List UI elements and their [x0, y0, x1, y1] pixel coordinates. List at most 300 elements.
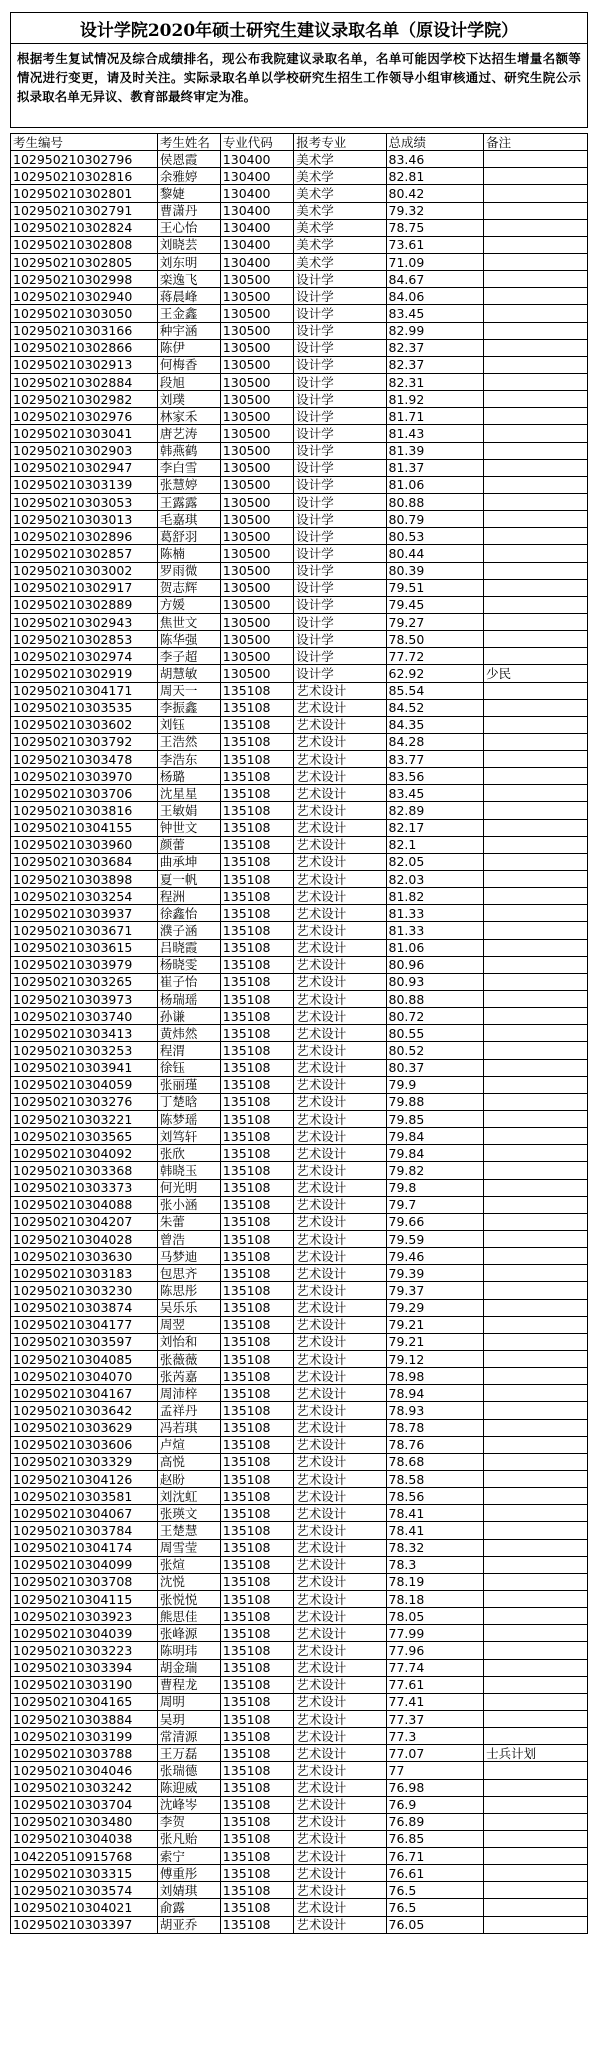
cell-candidate-name: 李贺	[157, 1813, 220, 1830]
cell-total-score: 78.32	[386, 1539, 484, 1556]
cell-major-code: 135108	[220, 1093, 293, 1110]
cell-candidate-name: 崔子怡	[157, 973, 220, 990]
cell-candidate-name: 杨瑞瑶	[157, 991, 220, 1008]
cell-candidate-id: 102950210302947	[11, 459, 158, 476]
cell-candidate-id: 102950210303970	[11, 768, 158, 785]
cell-major: 艺术设计	[294, 1196, 386, 1213]
cell-candidate-id: 102950210303478	[11, 751, 158, 768]
cell-major-code: 130400	[220, 219, 293, 236]
cell-total-score: 76.71	[386, 1848, 484, 1865]
cell-remarks	[484, 1008, 588, 1025]
cell-remarks	[484, 1025, 588, 1042]
cell-candidate-id: 102950210303816	[11, 802, 158, 819]
cell-total-score: 81.33	[386, 922, 484, 939]
cell-candidate-name: 沈星星	[157, 785, 220, 802]
cell-total-score: 77.41	[386, 1693, 484, 1710]
cell-major-code: 130400	[220, 185, 293, 202]
cell-candidate-name: 朱蕾	[157, 1213, 220, 1230]
cell-total-score: 83.77	[386, 751, 484, 768]
table-body	[11, 151, 588, 1934]
cell-major: 美术学	[294, 253, 386, 270]
cell-total-score: 83.56	[386, 768, 484, 785]
cell-major-code: 135108	[220, 1231, 293, 1248]
cell-candidate-name: 张悦悦	[157, 1590, 220, 1607]
cell-major-code: 135108	[220, 1830, 293, 1847]
cell-candidate-id: 102950210303480	[11, 1813, 158, 1830]
cell-major-code: 135108	[220, 1008, 293, 1025]
cell-candidate-id: 102950210303979	[11, 956, 158, 973]
cell-total-score: 76.98	[386, 1779, 484, 1796]
cell-total-score: 80.79	[386, 511, 484, 528]
table-row	[11, 1625, 588, 1642]
cell-candidate-name: 周明	[157, 1693, 220, 1710]
table-row	[11, 939, 588, 956]
cell-candidate-id: 102950210303199	[11, 1728, 158, 1745]
cell-remarks	[484, 1779, 588, 1796]
cell-remarks	[484, 785, 588, 802]
cell-major: 艺术设计	[294, 1899, 386, 1916]
cell-major-code: 135108	[220, 973, 293, 990]
cell-candidate-id: 102950210303941	[11, 1059, 158, 1076]
table-row	[11, 1025, 588, 1042]
cell-candidate-id: 102950210303597	[11, 1333, 158, 1350]
cell-major: 艺术设计	[294, 1282, 386, 1299]
cell-major: 艺术设计	[294, 1042, 386, 1059]
table-header-row	[11, 134, 588, 151]
cell-candidate-name: 王浩然	[157, 733, 220, 750]
table-row	[11, 1693, 588, 1710]
cell-remarks	[484, 648, 588, 665]
cell-candidate-name: 濮子涵	[157, 922, 220, 939]
cell-total-score: 80.42	[386, 185, 484, 202]
cell-major-code: 135108	[220, 1813, 293, 1830]
cell-candidate-name: 钟世文	[157, 819, 220, 836]
cell-total-score: 81.92	[386, 391, 484, 408]
cell-major: 艺术设计	[294, 1299, 386, 1316]
cell-total-score: 76.61	[386, 1865, 484, 1882]
cell-total-score: 79.7	[386, 1196, 484, 1213]
cell-major: 艺术设计	[294, 1231, 386, 1248]
cell-major-code: 135108	[220, 1385, 293, 1402]
cell-candidate-name: 刘晓芸	[157, 236, 220, 253]
cell-major-code: 135108	[220, 819, 293, 836]
cell-major-code: 135108	[220, 922, 293, 939]
cell-total-score: 79.21	[386, 1333, 484, 1350]
cell-candidate-id: 102950210304174	[11, 1539, 158, 1556]
cell-candidate-id: 102950210304038	[11, 1830, 158, 1847]
cell-candidate-id: 102950210303973	[11, 991, 158, 1008]
cell-candidate-id: 102950210302866	[11, 339, 158, 356]
cell-major-code: 135108	[220, 956, 293, 973]
table-row	[11, 1453, 588, 1470]
cell-candidate-id: 102950210302976	[11, 408, 158, 425]
cell-total-score: 82.1	[386, 836, 484, 853]
table-row	[11, 1848, 588, 1865]
cell-candidate-id: 102950210303413	[11, 1025, 158, 1042]
table-row	[11, 1608, 588, 1625]
cell-candidate-id: 102950210303053	[11, 493, 158, 510]
cell-remarks	[484, 391, 588, 408]
cell-remarks	[484, 151, 588, 168]
cell-candidate-name: 颜蕾	[157, 836, 220, 853]
cell-remarks	[484, 1299, 588, 1316]
table-row	[11, 1762, 588, 1779]
cell-total-score: 80.44	[386, 545, 484, 562]
admission-table	[10, 133, 588, 1934]
cell-remarks	[484, 853, 588, 870]
cell-remarks	[484, 1162, 588, 1179]
cell-candidate-name: 栾逸飞	[157, 271, 220, 288]
cell-candidate-name: 罗雨微	[157, 562, 220, 579]
cell-candidate-name: 吴乐乐	[157, 1299, 220, 1316]
table-row	[11, 1076, 588, 1093]
cell-major: 设计学	[294, 425, 386, 442]
cell-major-code: 130500	[220, 288, 293, 305]
cell-major-code: 135108	[220, 1505, 293, 1522]
cell-total-score: 84.06	[386, 288, 484, 305]
cell-major: 美术学	[294, 236, 386, 253]
cell-total-score: 81.71	[386, 408, 484, 425]
cell-remarks	[484, 288, 588, 305]
cell-major-code: 130500	[220, 476, 293, 493]
cell-total-score: 79.27	[386, 613, 484, 630]
cell-remarks	[484, 1385, 588, 1402]
cell-major: 艺术设计	[294, 1453, 386, 1470]
cell-remarks	[484, 1865, 588, 1882]
cell-total-score: 76.9	[386, 1796, 484, 1813]
table-row	[11, 391, 588, 408]
cell-major-code: 135108	[220, 1779, 293, 1796]
cell-total-score: 83.45	[386, 785, 484, 802]
cell-major-code: 135108	[220, 1882, 293, 1899]
table-row	[11, 442, 588, 459]
cell-total-score: 79.84	[386, 1128, 484, 1145]
cell-major: 设计学	[294, 356, 386, 373]
cell-major-code: 135108	[220, 991, 293, 1008]
cell-candidate-id: 102950210303602	[11, 716, 158, 733]
table-row	[11, 1505, 588, 1522]
cell-major: 艺术设计	[294, 1882, 386, 1899]
cell-candidate-id: 102950210303630	[11, 1248, 158, 1265]
cell-remarks	[484, 1470, 588, 1487]
cell-major-code: 130500	[220, 613, 293, 630]
table-row	[11, 288, 588, 305]
cell-major: 美术学	[294, 185, 386, 202]
cell-candidate-name: 王金鑫	[157, 305, 220, 322]
cell-candidate-name: 胡慧敏	[157, 665, 220, 682]
cell-major: 美术学	[294, 219, 386, 236]
cell-candidate-id: 102950210303368	[11, 1162, 158, 1179]
cell-remarks	[484, 1608, 588, 1625]
cell-remarks	[484, 819, 588, 836]
table-row	[11, 1196, 588, 1213]
cell-candidate-name: 张凡贻	[157, 1830, 220, 1847]
cell-major: 设计学	[294, 442, 386, 459]
cell-candidate-name: 毛嘉琪	[157, 511, 220, 528]
cell-total-score: 78.41	[386, 1505, 484, 1522]
cell-candidate-name: 何光明	[157, 1179, 220, 1196]
cell-candidate-name: 沈悦	[157, 1573, 220, 1590]
cell-major: 艺术设计	[294, 1488, 386, 1505]
cell-candidate-name: 周雪莹	[157, 1539, 220, 1556]
table-row	[11, 768, 588, 785]
cell-candidate-name: 张小涵	[157, 1196, 220, 1213]
cell-major-code: 135108	[220, 1025, 293, 1042]
cell-candidate-id: 102950210304167	[11, 1385, 158, 1402]
table-row	[11, 613, 588, 630]
cell-candidate-name: 葛舒羽	[157, 528, 220, 545]
cell-major-code: 135108	[220, 871, 293, 888]
cell-remarks	[484, 613, 588, 630]
table-row	[11, 271, 588, 288]
cell-major: 设计学	[294, 562, 386, 579]
cell-major-code: 130500	[220, 493, 293, 510]
table-row	[11, 373, 588, 390]
table-row	[11, 699, 588, 716]
cell-total-score: 82.89	[386, 802, 484, 819]
cell-candidate-id: 102950210302913	[11, 356, 158, 373]
cell-major-code: 135108	[220, 853, 293, 870]
cell-candidate-id: 102950210303394	[11, 1659, 158, 1676]
cell-candidate-name: 卢煊	[157, 1436, 220, 1453]
cell-candidate-id: 102950210303606	[11, 1436, 158, 1453]
cell-total-score: 79.39	[386, 1265, 484, 1282]
cell-remarks	[484, 1916, 588, 1933]
cell-candidate-name: 林家禾	[157, 408, 220, 425]
cell-remarks: 士兵计划	[484, 1745, 588, 1762]
table-row	[11, 1865, 588, 1882]
cell-candidate-id: 102950210303788	[11, 1745, 158, 1762]
header-candidate-id: 考生编号	[11, 134, 158, 151]
cell-total-score: 79.84	[386, 1145, 484, 1162]
cell-candidate-name: 马梦迪	[157, 1248, 220, 1265]
cell-candidate-name: 刘笃轩	[157, 1128, 220, 1145]
cell-total-score: 78.58	[386, 1470, 484, 1487]
cell-remarks	[484, 1676, 588, 1693]
cell-candidate-id: 102950210303535	[11, 699, 158, 716]
cell-remarks	[484, 1282, 588, 1299]
cell-major-code: 130400	[220, 168, 293, 185]
cell-remarks	[484, 1899, 588, 1916]
cell-candidate-id: 102950210303684	[11, 853, 158, 870]
table-row	[11, 253, 588, 270]
cell-total-score: 78.68	[386, 1453, 484, 1470]
cell-candidate-name: 贺志辉	[157, 579, 220, 596]
cell-candidate-id: 102950210303183	[11, 1265, 158, 1282]
cell-remarks	[484, 733, 588, 750]
cell-major-code: 135108	[220, 802, 293, 819]
cell-remarks	[484, 1350, 588, 1367]
cell-major-code: 135108	[220, 785, 293, 802]
cell-major-code: 135108	[220, 1042, 293, 1059]
cell-major-code: 135108	[220, 1333, 293, 1350]
cell-candidate-name: 蒋晨峰	[157, 288, 220, 305]
cell-remarks	[484, 699, 588, 716]
cell-candidate-id: 102950210303050	[11, 305, 158, 322]
cell-candidate-name: 王敏娟	[157, 802, 220, 819]
table-row	[11, 476, 588, 493]
cell-remarks	[484, 1488, 588, 1505]
cell-major: 艺术设计	[294, 1556, 386, 1573]
cell-major: 艺术设计	[294, 1350, 386, 1367]
cell-candidate-name: 陈明玮	[157, 1642, 220, 1659]
table-row	[11, 596, 588, 613]
cell-total-score: 82.99	[386, 322, 484, 339]
table-row	[11, 1368, 588, 1385]
cell-major: 艺术设计	[294, 1059, 386, 1076]
cell-major-code: 130500	[220, 408, 293, 425]
cell-remarks	[484, 888, 588, 905]
table-row	[11, 1796, 588, 1813]
table-row	[11, 1316, 588, 1333]
cell-remarks	[484, 1710, 588, 1727]
cell-total-score: 80.72	[386, 1008, 484, 1025]
cell-remarks	[484, 459, 588, 476]
cell-candidate-id: 102950210304177	[11, 1316, 158, 1333]
cell-candidate-name: 丁楚晗	[157, 1093, 220, 1110]
table-row	[11, 1299, 588, 1316]
cell-remarks	[484, 1848, 588, 1865]
cell-candidate-name: 黄炜然	[157, 1025, 220, 1042]
cell-candidate-name: 曲承坤	[157, 853, 220, 870]
cell-total-score: 79.8	[386, 1179, 484, 1196]
cell-major: 艺术设计	[294, 991, 386, 1008]
cell-major-code: 135108	[220, 1659, 293, 1676]
cell-total-score: 80.88	[386, 493, 484, 510]
table-row	[11, 168, 588, 185]
cell-total-score: 77.3	[386, 1728, 484, 1745]
cell-major: 艺术设计	[294, 802, 386, 819]
cell-major-code: 130500	[220, 511, 293, 528]
cell-major: 艺术设计	[294, 939, 386, 956]
cell-remarks	[484, 768, 588, 785]
cell-candidate-name: 周翌	[157, 1316, 220, 1333]
cell-major: 艺术设计	[294, 1436, 386, 1453]
cell-candidate-name: 赵盼	[157, 1470, 220, 1487]
cell-major: 艺术设计	[294, 1916, 386, 1933]
cell-candidate-name: 李浩东	[157, 751, 220, 768]
cell-major: 设计学	[294, 665, 386, 682]
cell-candidate-name: 陈梦瑶	[157, 1111, 220, 1128]
cell-candidate-id: 102950210303581	[11, 1488, 158, 1505]
cell-major-code: 130500	[220, 528, 293, 545]
cell-candidate-name: 王露露	[157, 493, 220, 510]
cell-major: 设计学	[294, 631, 386, 648]
cell-major: 美术学	[294, 151, 386, 168]
table-row	[11, 819, 588, 836]
table-row	[11, 802, 588, 819]
cell-remarks	[484, 1179, 588, 1196]
cell-remarks	[484, 716, 588, 733]
cell-major: 艺术设计	[294, 1762, 386, 1779]
cell-candidate-id: 102950210303166	[11, 322, 158, 339]
cell-major: 艺术设计	[294, 1265, 386, 1282]
cell-candidate-id: 102950210303230	[11, 1282, 158, 1299]
cell-candidate-id: 102950210303706	[11, 785, 158, 802]
table-row	[11, 1710, 588, 1727]
cell-candidate-name: 周天一	[157, 682, 220, 699]
cell-remarks	[484, 1539, 588, 1556]
cell-major-code: 135108	[220, 1368, 293, 1385]
cell-remarks	[484, 493, 588, 510]
cell-candidate-id: 102950210303315	[11, 1865, 158, 1882]
table-row	[11, 151, 588, 168]
cell-major-code: 135108	[220, 751, 293, 768]
cell-remarks	[484, 1453, 588, 1470]
cell-candidate-id: 102950210304088	[11, 1196, 158, 1213]
cell-total-score: 82.03	[386, 871, 484, 888]
cell-major-code: 135108	[220, 1796, 293, 1813]
table-row	[11, 1333, 588, 1350]
table-row	[11, 1128, 588, 1145]
cell-candidate-id: 102950210303139	[11, 476, 158, 493]
cell-remarks	[484, 1213, 588, 1230]
cell-major: 艺术设计	[294, 1659, 386, 1676]
cell-remarks	[484, 1830, 588, 1847]
cell-candidate-id: 102950210303002	[11, 562, 158, 579]
cell-total-score: 80.52	[386, 1042, 484, 1059]
cell-remarks	[484, 956, 588, 973]
cell-total-score: 81.37	[386, 459, 484, 476]
cell-remarks	[484, 1659, 588, 1676]
cell-remarks	[484, 305, 588, 322]
table-row	[11, 1213, 588, 1230]
cell-remarks	[484, 202, 588, 219]
cell-remarks	[484, 1573, 588, 1590]
table-row	[11, 1813, 588, 1830]
cell-major: 艺术设计	[294, 682, 386, 699]
table-row	[11, 1882, 588, 1899]
cell-major-code: 135108	[220, 1419, 293, 1436]
cell-total-score: 83.46	[386, 151, 484, 168]
cell-major-code: 135108	[220, 905, 293, 922]
table-row	[11, 1779, 588, 1796]
cell-remarks	[484, 562, 588, 579]
cell-major-code: 135108	[220, 1059, 293, 1076]
cell-candidate-id: 102950210302943	[11, 613, 158, 630]
cell-major: 美术学	[294, 202, 386, 219]
cell-candidate-id: 102950210302816	[11, 168, 158, 185]
cell-total-score: 76.05	[386, 1916, 484, 1933]
cell-total-score: 76.85	[386, 1830, 484, 1847]
table-row	[11, 1539, 588, 1556]
cell-major: 艺术设计	[294, 836, 386, 853]
cell-remarks	[484, 373, 588, 390]
table-row	[11, 425, 588, 442]
cell-remarks	[484, 1522, 588, 1539]
cell-remarks	[484, 802, 588, 819]
cell-major-code: 135108	[220, 1625, 293, 1642]
cell-candidate-id: 102950210303373	[11, 1179, 158, 1196]
table-row	[11, 219, 588, 236]
cell-major-code: 135108	[220, 699, 293, 716]
cell-remarks	[484, 1316, 588, 1333]
cell-major: 艺术设计	[294, 1830, 386, 1847]
table-row	[11, 751, 588, 768]
cell-major-code: 130500	[220, 459, 293, 476]
cell-candidate-id: 102950210303671	[11, 922, 158, 939]
cell-candidate-name: 孟祥丹	[157, 1402, 220, 1419]
table-row	[11, 905, 588, 922]
cell-total-score: 78.78	[386, 1419, 484, 1436]
cell-candidate-name: 胡亚乔	[157, 1916, 220, 1933]
cell-remarks	[484, 511, 588, 528]
table-row	[11, 1111, 588, 1128]
cell-remarks	[484, 905, 588, 922]
cell-candidate-name: 张瑛文	[157, 1505, 220, 1522]
cell-major: 艺术设计	[294, 768, 386, 785]
cell-candidate-id: 102950210302917	[11, 579, 158, 596]
